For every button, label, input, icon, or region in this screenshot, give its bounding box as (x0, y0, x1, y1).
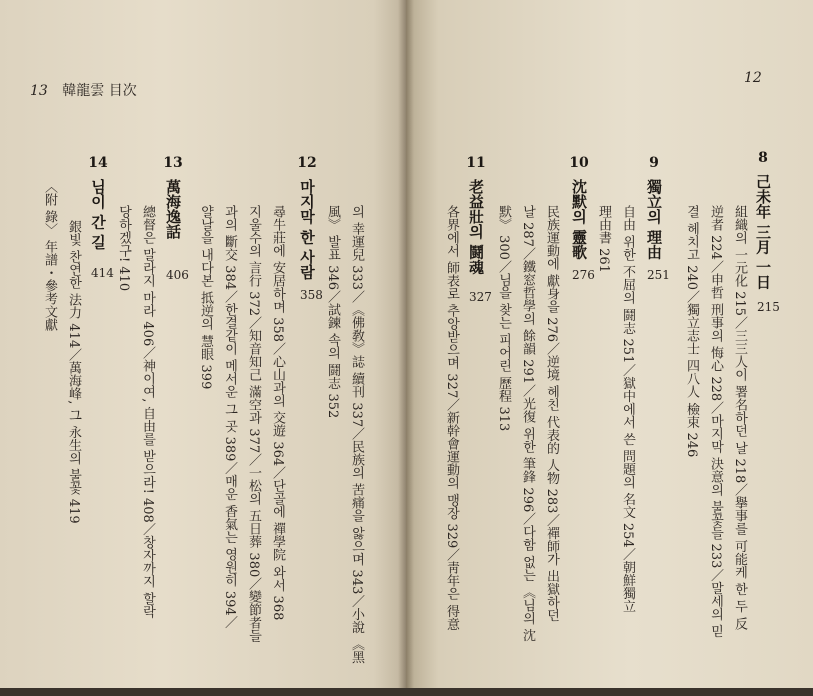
chapter-number: 10 (569, 155, 589, 171)
toc-line: 默》 300／님을 찾는 피어린 歷程 313 (496, 205, 511, 432)
toc-line: 風》 발표 346／試鍊 속의 鬪志 352 (325, 205, 340, 419)
toc-line: 과의 斷交 384／한결같이 메서운 그 곳 389／매운 香氣는 영원히 394／ (222, 205, 237, 629)
chapter-14-heading (88, 155, 109, 249)
chapter-number: 13 (163, 155, 183, 171)
chapter-number: 8 (758, 150, 768, 166)
appendix-label: 〈附 錄〉 年譜・參考文獻 (42, 180, 57, 332)
chapter-title-page: 327 (469, 290, 492, 304)
right-page-header (744, 70, 762, 86)
chapter-title: 萬海逸話 (164, 179, 182, 239)
toc-line: 의 幸運兒 333／《佛敎》誌 續刊 337／民族의 苦痛을 앓으며 343／小說 《黑 (349, 205, 364, 664)
appendix-line: 銀빛 찬연한 法力 414／萬海峰, 그 永生의 불꽃 419 (66, 220, 81, 524)
chapter-12-heading (297, 155, 318, 279)
chapter-title: 마지막 한 사람 (298, 179, 316, 280)
book-gutter (398, 0, 414, 690)
toc-line: 總督은 말라지 마라 406／神이여, 自由를 받으라! 408／창자까지 할락 (140, 205, 155, 618)
chapter-title-page: 406 (166, 268, 189, 282)
chapter-number: 12 (297, 155, 317, 171)
chapter-10-heading (569, 155, 590, 259)
toc-line: 당하겠구! 410 (116, 205, 131, 292)
chapter-title-page: 358 (300, 288, 323, 302)
chapter-number: 14 (88, 155, 108, 171)
toc-line: 自由 위한 不屈의 鬪志 251／獄中에서 쓴 問題의 名文 254／朝鮮獨立 (620, 205, 635, 613)
chapter-title: 老益壯의 鬪魂 (467, 179, 485, 275)
chapter-number: 9 (649, 155, 659, 171)
toc-line: 理由書 261 (596, 205, 611, 273)
chapter-title-page: 276 (572, 268, 595, 282)
chapter-title-page: 414 (91, 266, 114, 280)
chapter-9-heading (644, 155, 665, 259)
book-title: 韓龍雲 目次 (62, 83, 137, 99)
toc-line: 결 헤치고 240／獨立志士 四八人 檢束 246 (684, 205, 699, 458)
page-edge (0, 688, 813, 696)
left-page (0, 0, 406, 690)
chapter-11-heading (466, 155, 487, 274)
chapter-title: 님이 간 길 (89, 179, 107, 250)
right-page (406, 0, 813, 690)
chapter-title: 獨立의 理由 (645, 179, 663, 260)
toc-line: 尋牛莊에 安居하며 358／心山과의 交遊 364／단골에 禪學院 와서 368 (270, 205, 285, 621)
toc-line: 民族運動에 獻身을 276／逆境 헤친 代表的 人物 283／禪師가 出獄하던 (544, 205, 559, 622)
chapter-title-page: 251 (647, 268, 670, 282)
chapter-8-heading (753, 150, 774, 289)
chapter-13-heading (163, 155, 184, 239)
left-page-number: 13 (30, 83, 48, 99)
toc-line: 지울수의 言行 372／知音知己 滿空과 377／一松의 五日葬 380／變節者들 (246, 205, 261, 643)
toc-line: 얄날을 내다본 抵逆의 慧眼 399 (198, 205, 213, 390)
toc-line: 組織의 一元化 215／三三人이 署名하던 날 218／擧事를 可能케 한 두 反 (732, 205, 747, 630)
chapter-number: 11 (466, 155, 486, 171)
left-page-header (30, 80, 137, 100)
chapter-title-page: 215 (757, 300, 780, 314)
chapter-title: 己未年 三月 一日 (754, 174, 772, 290)
toc-line: 날 287／鐵窓哲學의 餘韻 291／光復 위한 筆鋒 296／다함 없는 《님의 沈 (520, 205, 535, 642)
right-page-number: 12 (744, 70, 762, 86)
toc-line: 各界에서 師表로 추앙받으며 327／新幹會運動의 맹장 329／靑年은 得意 (444, 205, 459, 631)
toc-line: 逆者 224／申哲 刑事의 悔心 228／마지막 決意의 불꽃들 233／말세의 믿 (708, 205, 723, 638)
chapter-title: 沈默의 靈歌 (570, 179, 588, 260)
